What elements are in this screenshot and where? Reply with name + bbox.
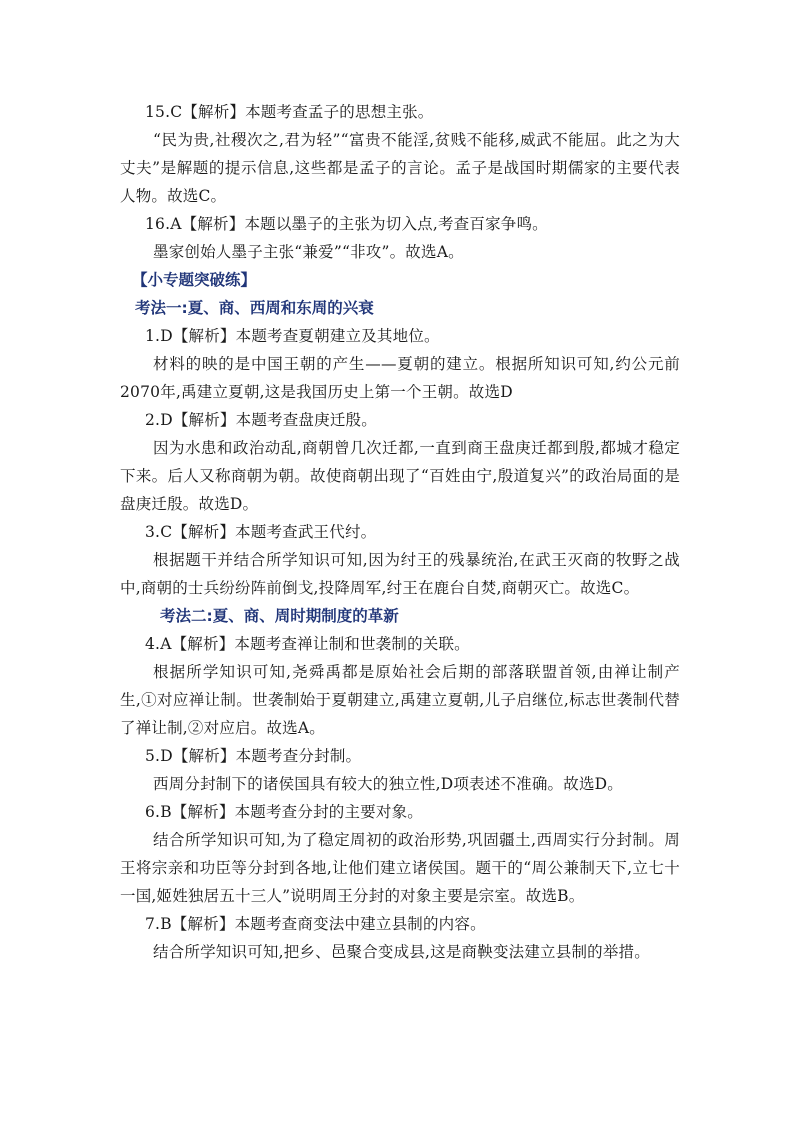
answer-15: 15.C【解析】本题考查孟子的思想主张。 [145,103,434,121]
method-two-heading: 考法二:夏、商、周时期制度的革新 [160,607,399,625]
explanation-3: 根据题干并结合所学知识可知,因为纣王的残暴统治,在武王灭商的牧野之战中,商朝的士兵纷纷阵前倒戈,投降周军,纣王在鹿台自焚,商朝灭亡。故选C。 [120,551,680,597]
answer-16: 16.A【解析】本题以墨子的主张为切入点,考查百家争鸣。 [145,215,548,233]
explanation-5: 西周分封制下的诸侯国具有较大的独立性,D项表述不准确。故选D。 [153,775,623,793]
answer-2: 2.D【解析】本题考查盘庚迁殷。 [145,411,377,429]
answer-6: 6.B【解析】本题考查分封的主要对象。 [145,803,423,821]
answer-1: 1.D【解析】本题考查夏朝建立及其地位。 [145,327,440,345]
explanation-4: 根据所学知识可知,尧舜禹都是原始社会后期的部落联盟首领,由禅让制产生,①对应禅让制。世袭制始于夏朝建立,禹建立夏朝,儿子启继位,标志世袭制代替了禅让制,②对应启。故选A。 [120,663,680,737]
explanation-15: “民为贵,社稷次之,君为轻”“富贵不能淫,贫贱不能移,威武不能屈。此之为大丈夫”是解题的提示信息,这些都是孟子的言论。孟子是战国时期儒家的主要代表人物。故选C。 [120,131,680,205]
answer-7: 7.B【解析】本题考查商变法中建立县制的内容。 [145,915,486,933]
method-one-heading: 考法一:夏、商、西周和东周的兴衰 [135,299,374,317]
answer-3: 3.C【解析】本题考查武王代纣。 [145,523,377,541]
explanation-16: 墨家创始人墨子主张“兼爱”“非攻”。故选A。 [153,243,464,261]
explanation-7: 结合所学知识可知,把乡、邑聚合变成县,这是商鞅变法建立县制的举措。 [153,943,650,961]
section-heading: 【小专题突破练】 [132,271,257,289]
answer-4: 4.A【解析】本题考查禅让制和世袭制的关联。 [145,635,470,653]
answer-5: 5.D【解析】本题考查分封制。 [145,747,362,765]
explanation-2: 因为水患和政治动乱,商朝曾几次迁都,一直到商王盘庚迁都到殷,都城才稳定下来。后人又称商朝为朝。故使商朝出现了“百姓由宁,殷道复兴”的政治局面的是盘庚迁殷。故选D。 [120,439,680,513]
explanation-6: 结合所学知识可知,为了稳定周初的政治形势,巩固疆土,西周实行分封制。周王将宗亲和功臣等分封到各地,让他们建立诸侯国。题干的“周公兼制天下,立七十一国,姬姓独居五十三人”说明周王分封的对象主要是宗室。故选B。 [120,831,680,905]
explanation-1: 材料的映的是中国王朝的产生——夏朝的建立。根据所知识可知,约公元前2070年,禹建立夏朝,这是我国历史上第一个王朝。故选D [120,355,680,401]
answer-explanations [120,98,680,966]
